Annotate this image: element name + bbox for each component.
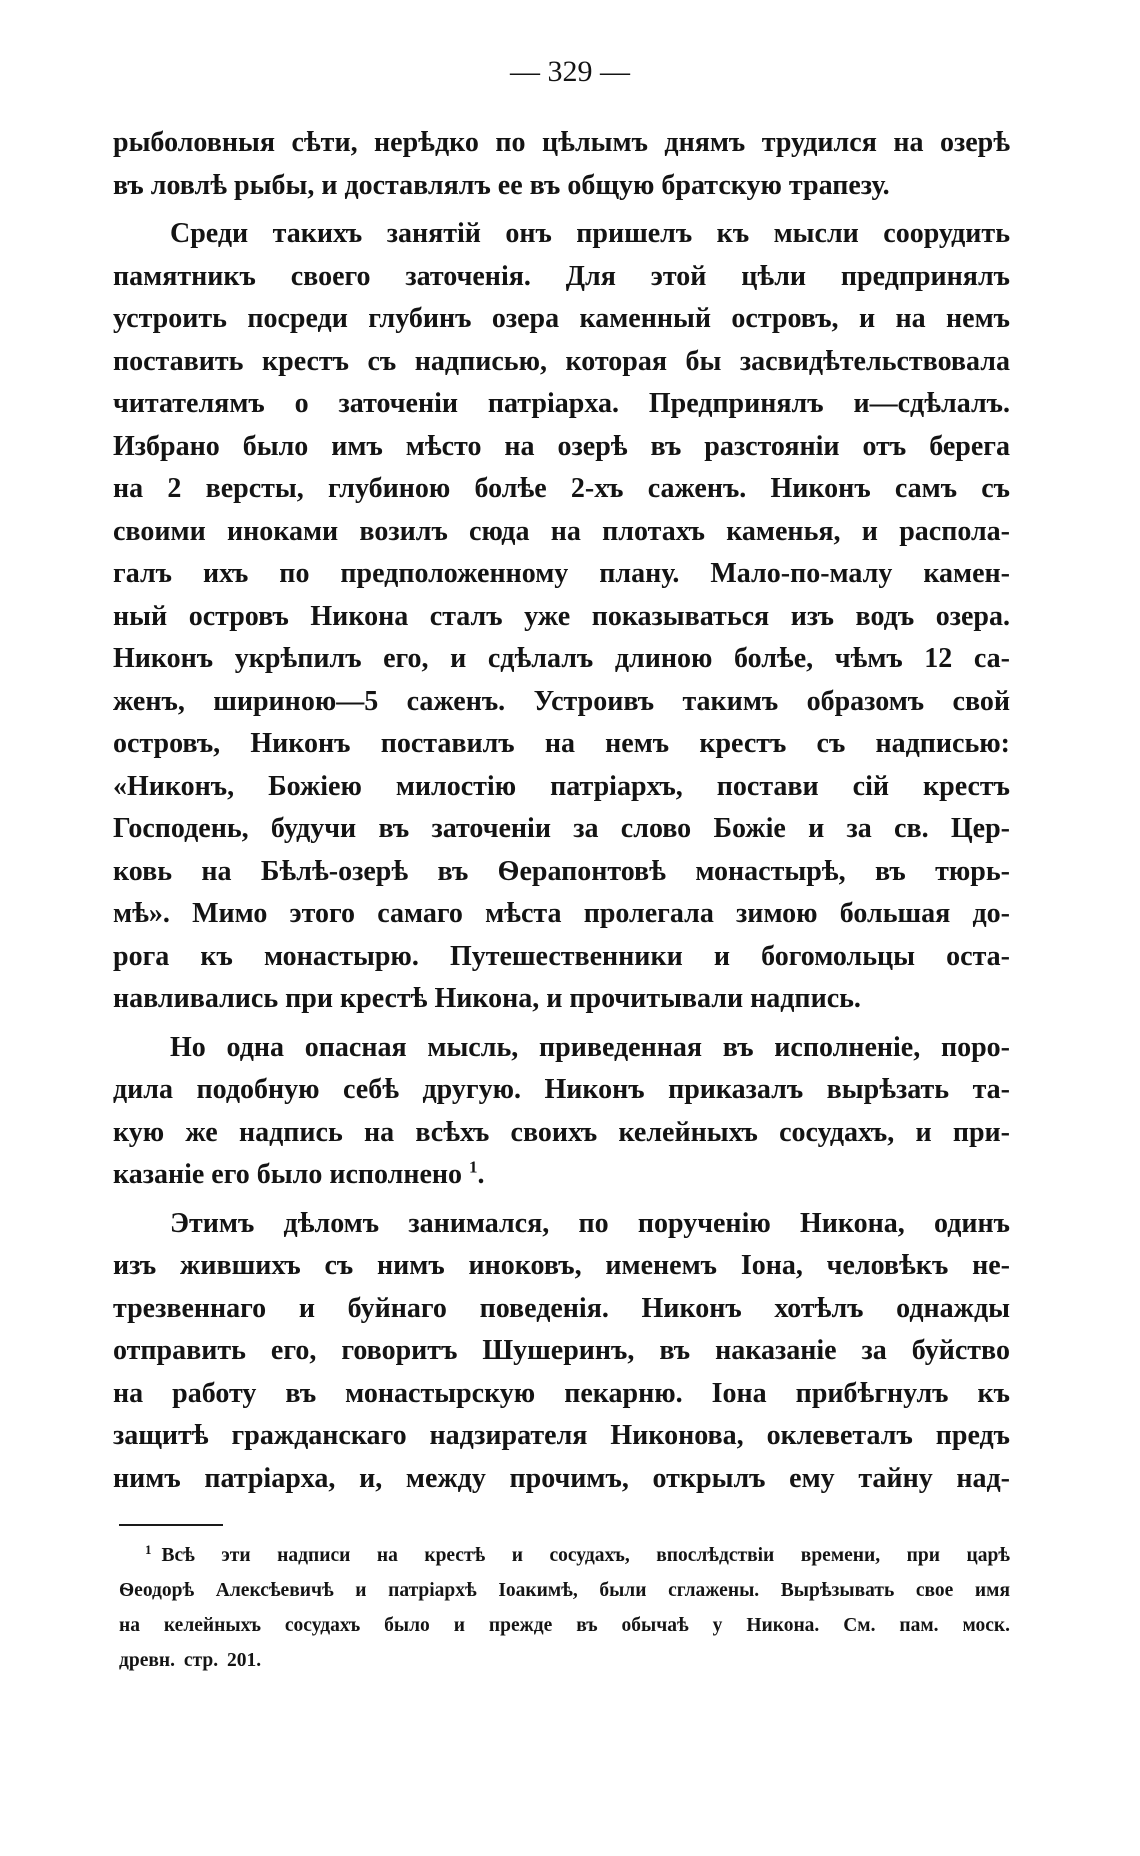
footnote-text: Всѣ эти надписи на крестѣ и сосудахъ, впослѣдствіи времени, при царѣ: [161, 1545, 1010, 1566]
text-line: Но одна опасная мысль, приведенная въ исполненіе, поро-: [170, 1031, 1010, 1063]
main-text: [113, 122, 1010, 1500]
text-line: ный островъ Никона сталъ уже показываться изъ водъ озера.: [113, 600, 1010, 632]
text-line: мѣ». Мимо этого самаго мѣста пролегала зимою большая до-: [113, 898, 1010, 929]
text-line: своими иноками возилъ сюда на плотахъ каменья, и распола-: [113, 515, 1010, 547]
text-line: казаніе его было исполнено: [113, 1159, 463, 1190]
text-line: поставить крестъ съ надписью, которая бы засвидѣтельствовала: [113, 345, 1010, 377]
text-line: «Никонъ, Божіею милостію патріархъ, постави сій крестъ: [113, 770, 1010, 802]
text-line-with-footnote: [113, 1154, 1010, 1197]
text-line: Избрано было имъ мѣсто на озерѣ въ разстояніи отъ берега: [113, 430, 1010, 462]
text-line: галъ ихъ по предположенному плану. Мало-по-малу камен-: [113, 558, 1010, 589]
text-line: на 2 версты, глубиною болѣе 2-хъ саженъ. Никонъ самъ съ: [113, 473, 1010, 504]
text-line: на работу въ монастырскую пекарню. Іона прибѣгнулъ къ: [113, 1377, 1010, 1409]
text-line: Среди такихъ занятій онъ пришелъ къ мысли соорудить: [170, 218, 1010, 249]
text-line: Этимъ дѣломъ занимался, по порученію Никона, одинъ: [170, 1207, 1010, 1239]
text-line: Никонъ укрѣпилъ его, и сдѣлалъ длиною болѣе, чѣмъ 12 са-: [113, 643, 1010, 674]
footnote-marker: 1: [145, 1541, 152, 1557]
text-line: женъ, шириною—5 саженъ. Устроивъ такимъ образомъ свой: [113, 685, 1010, 717]
text-line: дила подобную себѣ другую. Никонъ приказалъ вырѣзать та-: [113, 1074, 1010, 1105]
text-line: трезвеннаго и буйнаго поведенія. Никонъ хотѣлъ однажды: [113, 1292, 1010, 1324]
text-line: навливались при крестѣ Никона, и прочитывали надпись.: [113, 983, 861, 1014]
footnote-divider: [119, 1524, 223, 1526]
footnote-line: на келейныхъ сосудахъ было и прежде въ обычаѣ у Никона. См. пам. моск.: [119, 1615, 1010, 1636]
text-line: въ ловлѣ рыбы, и доставлялъ ее въ общую братскую трапезу.: [113, 169, 890, 201]
footnote-line: Ѳеодорѣ Алексѣевичѣ и патріархѣ Іоакимѣ, были сглажены. Вырѣзывать свое имя: [119, 1580, 1010, 1601]
footnote-ref-period: .: [477, 1159, 485, 1190]
text-line: нимъ патріарха, и, между прочимъ, открылъ ему тайну над-: [113, 1462, 1010, 1494]
text-line: Господень, будучи въ заточеніи за слово Божіе и за св. Цер-: [113, 813, 1010, 844]
text-line: кую же надпись на всѣхъ своихъ келейныхъ сосудахъ, и при-: [113, 1116, 1010, 1148]
footnote-line: [119, 1538, 1010, 1573]
page-number: — 329 —: [510, 55, 630, 88]
text-line: островъ, Никонъ поставилъ на немъ крестъ съ надписью:: [113, 728, 1010, 759]
text-line: читателямъ о заточеніи патріарха. Предпринялъ и—сдѣлалъ.: [113, 388, 1010, 419]
footnote-line: древн. стр. 201.: [119, 1650, 262, 1671]
text-line: защитѣ гражданскаго надзирателя Никонова, оклеветалъ предъ: [113, 1420, 1010, 1451]
footnotes: [119, 1538, 1010, 1678]
text-line: рога къ монастырю. Путешественники и богомольцы оста-: [113, 940, 1010, 972]
text-line: рыболовныя сѣти, нерѣдко по цѣлымъ днямъ трудился на озерѣ: [113, 127, 1010, 158]
text-line: отправить его, говоритъ Шушеринъ, въ наказаніе за буйство: [113, 1335, 1010, 1366]
text-line: изъ жившихъ съ нимъ иноковъ, именемъ Іона, человѣкъ не-: [113, 1250, 1010, 1281]
footnote-reference[interactable]: 1: [469, 1157, 478, 1177]
text-line: памятникъ своего заточенія. Для этой цѣли предпринялъ: [113, 260, 1010, 292]
text-line: устроить посреди глубинъ озера каменный островъ, и на немъ: [113, 303, 1010, 334]
text-line: ковь на Бѣлѣ-озерѣ въ Ѳерапонтовѣ монастырѣ, въ тюрь-: [113, 855, 1010, 887]
